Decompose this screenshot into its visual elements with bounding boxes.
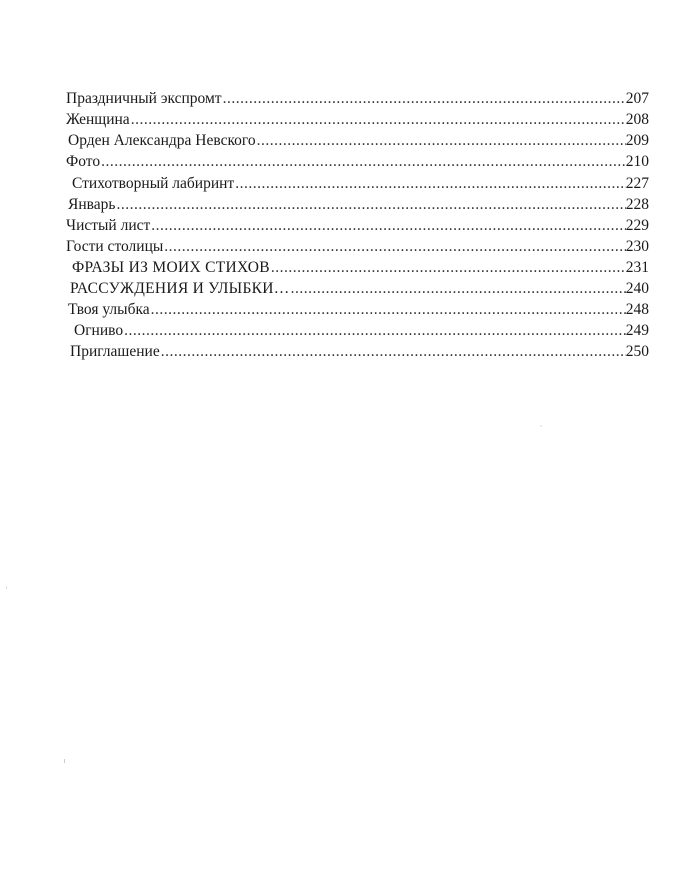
toc-entry-page: 227	[625, 175, 649, 192]
toc-entry	[68, 193, 649, 215]
toc-dot-leader	[291, 279, 626, 299]
toc-entry	[72, 172, 649, 194]
toc-entry-title: Чистый лист	[66, 217, 151, 234]
toc-entry-title: Январь	[68, 196, 116, 213]
toc-entry-title: Огниво	[74, 322, 124, 339]
toc-entry-page: 250	[625, 343, 649, 360]
toc-dot-leader	[151, 300, 626, 320]
toc-entry	[70, 277, 649, 299]
toc-entry-page: 248	[625, 301, 649, 318]
toc-entry-page: 207	[625, 90, 649, 107]
toc-dot-leader	[223, 89, 626, 109]
toc-entry-title: Твоя улыбка	[68, 301, 150, 318]
toc-entry	[74, 319, 649, 341]
toc-dot-leader	[161, 342, 626, 362]
toc-entry	[68, 129, 649, 151]
toc-entry-page: 209	[625, 132, 649, 149]
toc-entry-title: Орден Александра Невского	[68, 132, 256, 149]
toc-entry	[66, 150, 649, 172]
toc-entry-title: Гости столицы	[66, 238, 164, 255]
toc-entry-page: 228	[625, 196, 649, 213]
toc-entry-page: 230	[625, 238, 649, 255]
toc-entry-title: Фото	[66, 153, 101, 170]
toc-entry-page: 229	[625, 217, 649, 234]
toc-dot-leader	[131, 110, 626, 130]
toc-dot-leader	[151, 216, 625, 236]
toc-entry	[66, 87, 649, 109]
toc-entry-title: ФРАЗЫ ИЗ МОИХ СТИХОВ	[72, 259, 270, 276]
toc-entry	[70, 340, 649, 362]
toc-entry-page: 231	[625, 259, 649, 276]
toc-entry	[66, 235, 649, 257]
toc-dot-leader	[124, 321, 626, 341]
toc-entry-page: 240	[625, 280, 649, 297]
toc-entry-title: Праздничный экспромт	[66, 90, 222, 107]
toc-entry	[66, 214, 649, 236]
toc-dot-leader	[116, 195, 625, 215]
toc-dot-leader	[235, 174, 626, 194]
toc-dot-leader	[271, 258, 626, 278]
toc-dot-leader	[164, 237, 625, 257]
toc-entry-title: РАССУЖДЕНИЯ И УЛЫБКИ…	[70, 280, 290, 297]
toc-dot-leader	[101, 152, 626, 172]
toc-entry-title: Стихотворный лабиринт	[72, 175, 235, 192]
toc-entry-page: 249	[625, 322, 649, 339]
toc-entry-title: Женщина	[66, 111, 130, 128]
toc-dot-leader	[257, 131, 626, 151]
toc-entry	[72, 256, 649, 278]
toc-entry-title: Приглашение	[70, 343, 160, 360]
toc-entry-page: 210	[625, 153, 649, 170]
toc-entry	[68, 298, 649, 320]
toc-entry	[66, 108, 649, 130]
toc-entry-page: 208	[625, 111, 649, 128]
